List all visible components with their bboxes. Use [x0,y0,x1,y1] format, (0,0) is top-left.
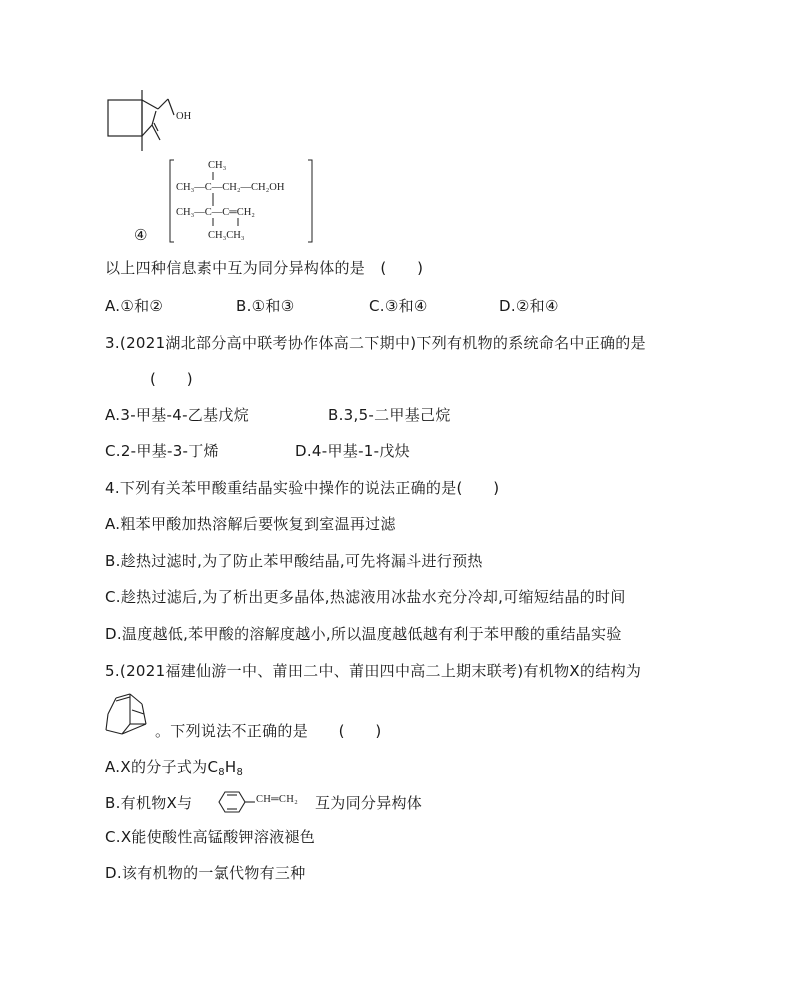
q2-option-d[interactable]: D.②和④ [499,297,559,315]
q5-option-c[interactable]: C.X能使酸性高锰酸钾溶液褪色 [105,828,316,846]
q5-option-d[interactable]: D.该有机物的一氯代物有三种 [105,864,306,882]
q3-option-d[interactable]: D.4-甲基-1-戊炔 [295,442,410,460]
q3-answer-paren: ( ) [150,370,193,388]
oh-label: OH [176,111,192,122]
q2-option-c[interactable]: C.③和④ [369,297,428,315]
bicyclic-structure-icon [102,690,154,740]
q3-option-a[interactable]: A.3-甲基-4-乙基戊烷 [105,406,249,424]
q4-option-d[interactable]: D.温度越低,苯甲酸的溶解度越小,所以温度越低越有利于苯甲酸的重结晶实验 [105,625,622,643]
q5-option-b[interactable] [105,793,505,813]
q3-option-c[interactable]: C.2-甲基-3-丁烯 [105,442,219,460]
q5-option-b-suffix: 互为同分异构体 [315,794,423,812]
q5-option-a-c-subscript: 8 [218,767,225,778]
q3-options-row-1 [105,405,685,425]
q3-stem: 3.(2021湖北部分高中联考协作体高二下期中)下列有机物的系统命名中正确的是 [105,334,646,352]
q3-options-row-2 [105,441,685,461]
structure-3-diagram [100,85,210,160]
q5-option-b-vinyl-group: CH═CH₂ [256,794,299,805]
structure-4-row-1: CH₃—C—CH₂—CH₂OH [176,182,285,193]
q5-option-b-prefix: B.有机物X与 [105,794,193,812]
q5-option-a-prefix: A.X的分子式为C [105,758,219,776]
structure-4-number: ④ [134,226,148,244]
q5-option-a-h-subscript: 8 [236,767,244,778]
q4-option-b[interactable]: B.趁热过滤时,为了防止苯甲酸结晶,可先将漏斗进行预热 [105,552,483,570]
q3-option-b[interactable]: B.3,5-二甲基己烷 [328,406,451,424]
q2-stem: 以上四种信息素中互为同分异构体的是 ( ) [105,259,424,277]
q2-option-a[interactable]: A.①和② [105,297,164,315]
q5-stem-tail: 。下列说法不正确的是 ( ) [155,722,382,740]
q2-options [105,296,685,316]
q5-stem: 5.(2021福建仙游一中、莆田二中、莆田四中高二上期末联考)有机物X的结构为 [105,662,642,680]
structure-4-row-2: CH₃—C—C═CH₂ [176,207,255,218]
q4-stem: 4.下列有关苯甲酸重结晶实验中操作的说法正确的是( ) [105,479,500,497]
structure-4-top-methyl: CH₃ [208,160,227,171]
q4-option-c[interactable]: C.趁热过滤后,为了析出更多晶体,热滤液用冰盐水充分冷却,可缩短结晶的时间 [105,588,626,606]
benzene-ring-icon [209,789,255,815]
cyclobutane-skeleton-icon [100,85,210,160]
q5-option-a-h: H [224,758,237,776]
q4-option-a[interactable]: A.粗苯甲酸加热溶解后要恢复到室温再过滤 [105,515,396,533]
structure-4-bottom-methyls: CH₃CH₃ [208,230,245,241]
structure-4-diagram [130,158,330,246]
q2-option-b[interactable]: B.①和③ [236,297,295,315]
q5-option-a[interactable] [105,757,243,783]
